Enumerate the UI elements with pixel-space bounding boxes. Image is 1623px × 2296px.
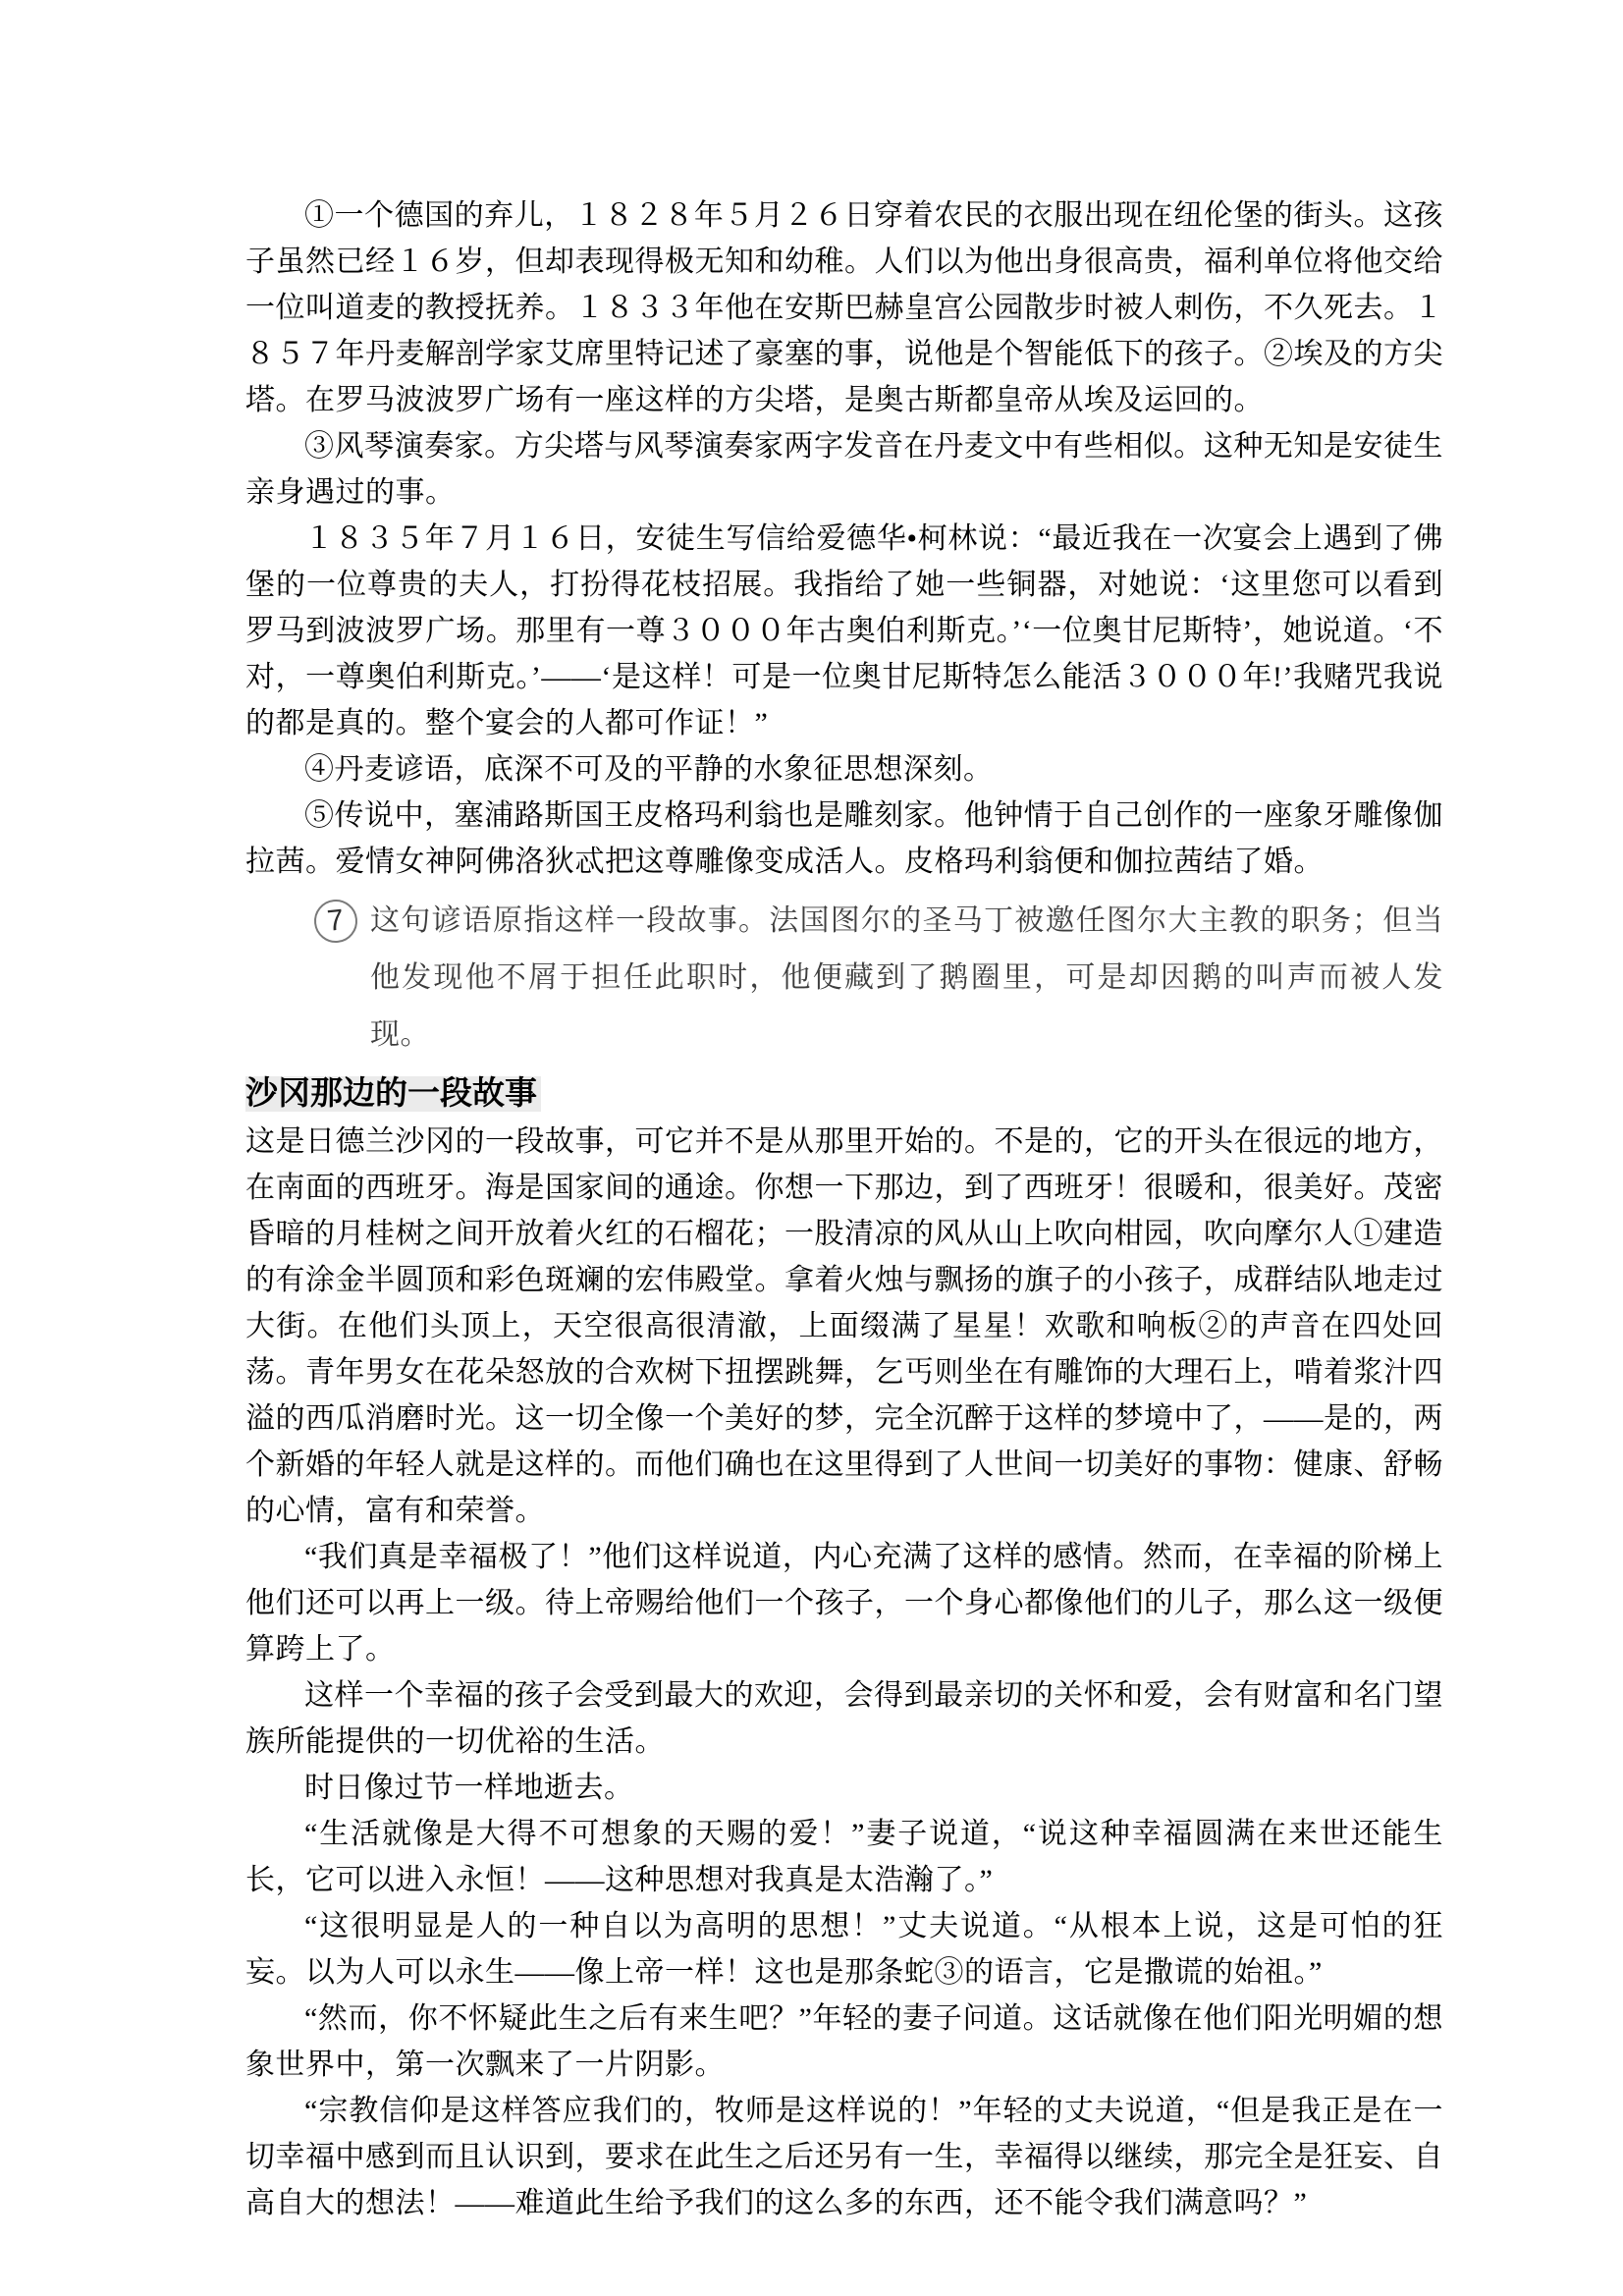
paragraph: “我们真是幸福极了！”他们这样说道，内心充满了这样的感情。然而，在幸福的阶梯上他们还可以再上一级。待上帝赐给他们一个孩子，一个身心都像他们的儿子，那么这一级便算跨上了。 <box>245 1541 1443 1666</box>
paragraph: “生活就像是大得不可想象的天赐的爱！”妻子说道，“说这种幸福圆满在来世还能生长，它可以进入永恒！——这种思想对我真是太浩瀚了。” <box>245 1818 1443 1896</box>
circled-7-marker: 7 <box>312 898 359 945</box>
paragraph: “宗教信仰是这样答应我们的，牧师是这样说的！”年轻的丈夫说道，“但是我正是在一切幸福中感到而且认识到，要求在此生之后还另有一生，幸福得以继续，那完全是狂妄、自高自大的想法！——难道此生给予我们的这么多的东西，还不能令我们满意吗？” <box>245 2095 1443 2219</box>
footnotes-section <box>245 192 1443 885</box>
paragraph: ④丹麦谚语，底深不可及的平静的水象征思想深刻。 <box>304 753 994 786</box>
story-heading-text: 沙冈那边的一段故事 <box>245 1076 541 1112</box>
paragraph: “这很明显是人的一种自以为高明的思想！”丈夫说道。“从根本上说，这是可怕的狂妄。以为人可以永生——像上帝一样！这也是那条蛇③的语言，它是撒谎的始祖。” <box>245 1910 1443 1989</box>
story-heading <box>245 1069 1443 1119</box>
paragraph: ①一个德国的弃儿，１８２８年５月２６日穿着农民的衣服出现在纽伦堡的街头。这孩子虽然已经１６岁，但却表现得极无知和幼稚。人们以为他出身很高贵，福利单位将他交给一位叫道麦的教授抚养。１８３３年他在安斯巴赫皇宫公园散步时被人刺伤，不久死去。１８５７年丹麦解剖学家艾席里特记述了豪塞的事，说他是个智能低下的孩子。②埃及的方尖塔。在罗马波波罗广场有一座这样的方尖塔，是奥古斯都皇帝从埃及运回的。 <box>245 199 1443 416</box>
paragraph: 这是日德兰沙冈的一段故事，可它并不是从那里开始的。不是的，它的开头在很远的地方，在南面的西班牙。海是国家间的通途。你想一下那边，到了西班牙！很暖和，很美好。茂密昏暗的月桂树之间开放着火红的石榴花；一股清凉的风从山上吹向柑园，吹向摩尔人①建造的有涂金半圆顶和彩色斑斓的宏伟殿堂。拿着火烛与飘扬的旗子的小孩子，成群结队地走过大街。在他们头顶上，天空很高很清澈，上面缀满了星星！欢歌和响板②的声音在四处回荡。青年男女在花朵怒放的合欢树下扭摆跳舞，乞丐则坐在有雕饰的大理石上，啃着浆汁四溢的西瓜消磨时光。这一切全像一个美好的梦，完全沉醉于这样的梦境中了，——是的，两个新婚的年轻人就是这样的。而他们确也在这里得到了人世间一切美好的事物：健康、舒畅的心情，富有和荣誉。 <box>245 1125 1443 1527</box>
paragraph: 这样一个幸福的孩子会受到最大的欢迎，会得到最亲切的关怀和爱，会有财富和名门望族所能提供的一切优裕的生活。 <box>245 1679 1443 1758</box>
page-content <box>245 192 1443 2226</box>
paragraph: ⑤传说中，塞浦路斯国王皮格玛利翁也是雕刻家。他钟情于自己创作的一座象牙雕像伽拉茜。爱情女神阿佛洛狄忒把这尊雕像变成活人。皮格玛利翁便和伽拉茜结了婚。 <box>245 799 1443 878</box>
story-section <box>245 1119 1443 2226</box>
footnote-7-text: 这句谚语原指这样一段故事。法国图尔的圣马丁被邀任图尔大主教的职务；但当他发现他不屑于担任此职时，他便藏到了鹅圈里，可是却因鹅的叫声而被人发现。 <box>370 904 1443 1051</box>
paragraph: ③风琴演奏家。方尖塔与风琴演奏家两字发音在丹麦文中有些相似。这种无知是安徒生亲身遇过的事。 <box>245 430 1443 509</box>
paragraph: １８３５年７月１６日，安徒生写信给爱德华•柯林说：“最近我在一次宴会上遇到了佛堡的一位尊贵的夫人，打扮得花枝招展。我指给了她一些铜器，对她说：‘这里您可以看到罗马到波波罗广场。那里有一尊３０００年古奥伯利斯克。’‘一位奥甘尼斯特’，她说道。‘不对，一尊奥伯利斯克。’——‘是这样！可是一位奥甘尼斯特怎么能活３０００年!’我赌咒我说的都是真的。整个宴会的人都可作证！” <box>245 522 1443 739</box>
footnote-7-paragraph <box>245 893 1443 1064</box>
paragraph: “然而，你不怀疑此生之后有来生吧？”年轻的妻子问道。这话就像在他们阳光明媚的想象世界中，第一次飘来了一片阴影。 <box>245 2002 1443 2081</box>
paragraph: 时日像过节一样地逝去。 <box>304 1772 634 1804</box>
